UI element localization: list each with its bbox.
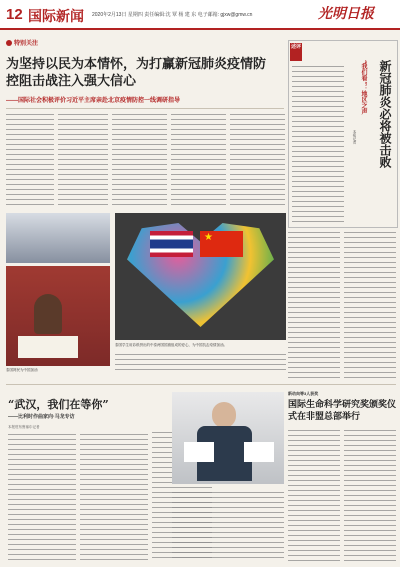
special-tag-label: 特别关注: [14, 41, 39, 47]
divider: [6, 108, 284, 109]
china-flag-icon: ★: [200, 231, 243, 257]
feature-body-col2: [80, 432, 148, 562]
feature-subhead: ——比利时作曲家向·马龙专访: [8, 414, 75, 420]
brief-body-col2: [344, 428, 396, 562]
divider: [6, 384, 396, 385]
thai-flag-icon: [150, 231, 193, 257]
lead-body-col5: [230, 112, 285, 207]
lead-headline: 为坚持以民为本情怀，为打赢新冠肺炎疫情防控阻击战注入强大信心: [6, 57, 267, 89]
special-tag: [6, 38, 38, 47]
lead-body-col1: [6, 112, 54, 207]
side-column-title: 新冠肺炎必将被击败: [378, 60, 392, 168]
left-photo-caption: 泰国网民为中国加油: [6, 368, 38, 372]
section-name: 国际新闻: [28, 9, 84, 25]
meeting-photo: [6, 213, 110, 263]
heart-caption: 泰国学生用彩纸拼出的中泰两国国旗组成的爱心，为中国抗击疫情加油。: [115, 343, 227, 347]
side-column-body: [292, 64, 344, 222]
feature-headline: “武汉，我们在等你”: [8, 398, 109, 411]
masthead-logo: 光明日报: [318, 6, 374, 22]
lead-body-col4: [171, 112, 226, 207]
header-meta: 2020年2月13日 星期四 责任编辑:沈 覃 杨 建 东 电子邮箱: gjxw@gmw.cn: [92, 12, 253, 18]
musician-photo: [172, 392, 284, 484]
lead-subhead: ——国际社会积极评价习近平主席亲赴北京疫情防控一线调研指导: [6, 98, 181, 104]
brief-kicker: 新动向等3人获奖: [288, 391, 319, 396]
feature-body-col1: [8, 432, 76, 562]
feature-byline: 本报驻布鲁塞尔记者: [8, 425, 40, 429]
circle-icon: [6, 40, 12, 46]
brief-body-col1: [288, 428, 340, 562]
side-column-tag: 述评: [290, 43, 302, 61]
brief-headline: 国际生命科学研究奖颁奖仪式在非盟总部举行: [288, 400, 397, 422]
feature-body-col4: [172, 490, 284, 562]
lead-body-col2: [58, 112, 108, 207]
child-photo: [6, 266, 110, 366]
lead-body-col3: [112, 112, 167, 207]
side-column-subtitle: “我们看”：地区之声: [360, 60, 367, 115]
side-column-byline: 本报记者: [353, 130, 357, 144]
right-body-col2: [344, 230, 396, 380]
heart-caption-more: [115, 352, 286, 374]
page-number: 12: [6, 6, 23, 23]
right-body-col1: [288, 230, 340, 380]
